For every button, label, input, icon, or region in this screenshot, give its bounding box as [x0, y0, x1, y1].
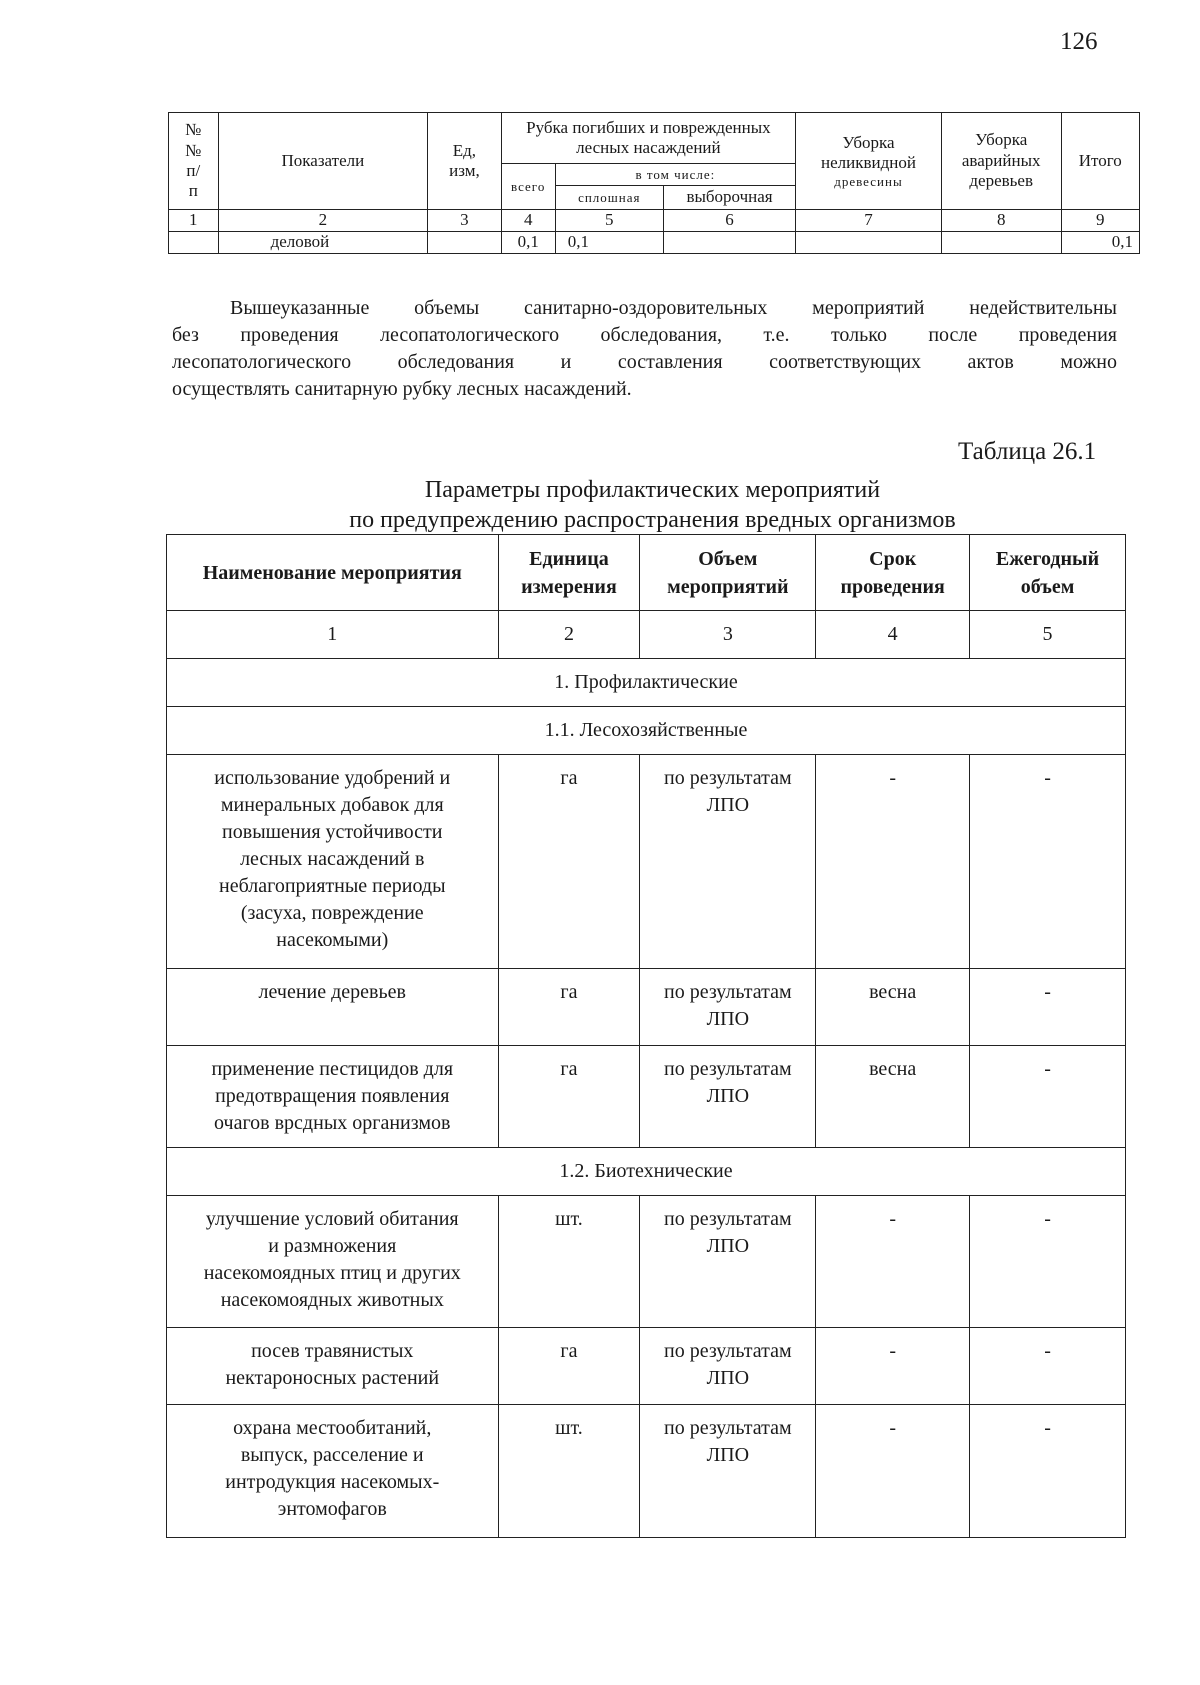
measure-term: весна [816, 969, 970, 1046]
header-annual: Ежегодный объем [970, 535, 1126, 611]
measure-volume: по результатам ЛПО [640, 969, 816, 1046]
measure-annual: - [970, 1405, 1126, 1538]
table-row [167, 969, 1126, 1046]
measure-unit: шт. [498, 1196, 640, 1328]
measure-name: лечение деревьев [167, 969, 499, 1046]
measure-term: - [816, 1196, 970, 1328]
measure-volume: по результатам ЛПО [640, 1328, 816, 1405]
column-numbers-row: 1 2 3 4 5 6 7 8 9 [169, 210, 1140, 232]
measure-volume: по результатам ЛПО [640, 1046, 816, 1148]
header-selective: выборочная [663, 186, 795, 210]
header-unit: Единица измерения [498, 535, 640, 611]
header-emergency: Уборка аварийных деревьев [941, 113, 1061, 210]
cell-total: 0,1 [1061, 232, 1139, 254]
measure-volume: по результатам ЛПО [640, 1405, 816, 1538]
table-row [167, 1328, 1126, 1405]
table-title-line-2: по предупреждению распространения вредных организмов [349, 507, 956, 533]
header-volume: Объем мероприятий [640, 535, 816, 611]
cell-all: 0,1 [501, 232, 555, 254]
measure-unit: га [498, 755, 640, 969]
table-label: Таблица 26.1 [958, 438, 1097, 465]
header-illiquid: Уборка неликвидной древесины [796, 113, 942, 210]
felling-volumes-table [168, 112, 1140, 254]
header-all: всего [501, 164, 555, 210]
header-measure-name: Наименование мероприятия [167, 535, 499, 611]
measure-annual: - [970, 1196, 1126, 1328]
measure-term: - [816, 1328, 970, 1405]
measure-annual: - [970, 1046, 1126, 1148]
measure-term: - [816, 755, 970, 969]
measure-annual: - [970, 755, 1126, 969]
measure-term: - [816, 1405, 970, 1538]
measure-annual: - [970, 1328, 1126, 1405]
header-clear: сплошная [555, 186, 663, 210]
measure-name: охрана местообитаний, выпуск, расселение и интродукция насекомых- энтомофагов [167, 1405, 499, 1538]
cell-clear: 0,1 [555, 232, 663, 254]
header-including: в том числе: [555, 164, 795, 186]
table-row [167, 755, 1126, 969]
prevention-measures-table [166, 534, 1126, 1538]
measure-name: использование удобрений и минеральных добавок для повышения устойчивости лесных насаждений в неблагоприятные периоды (засуха, повреждение насекомыми) [167, 755, 499, 969]
header-number: № № п/ п [169, 113, 219, 210]
measure-name: применение пестицидов для предотвращения появления очагов врсдных организмов [167, 1046, 499, 1148]
page-number: 126 [1060, 28, 1098, 55]
paragraph: Вышеуказанные объемы санитарно-оздоровительных мероприятий недействительны без проведения лесопатологического обследования, т.е. только после проведения лесопатологического обследования и составления соответствующих актов можно осуществлять санитарную рубку лесных насаждений. [172, 297, 1117, 400]
header-indicators: Показатели [218, 113, 428, 210]
header-term: Срок проведения [816, 535, 970, 611]
measure-annual: - [970, 969, 1126, 1046]
measure-unit: га [498, 969, 640, 1046]
measure-volume: по результатам ЛПО [640, 755, 816, 969]
table-row [167, 1405, 1126, 1538]
header-unit: Ед, изм, [428, 113, 502, 210]
section-heading: 1. Профилактические [167, 659, 1126, 707]
table-row [167, 1046, 1126, 1148]
measure-term: весна [816, 1046, 970, 1148]
row-label: деловой [218, 232, 428, 254]
header-total: Итого [1061, 113, 1139, 210]
column-numbers-row: 1 2 3 4 5 [167, 611, 1126, 659]
measure-unit: га [498, 1046, 640, 1148]
subsection-heading: 1.1. Лесохозяйственные [167, 707, 1126, 755]
subsection-heading: 1.2. Биотехнические [167, 1148, 1126, 1196]
measure-volume: по результатам ЛПО [640, 1196, 816, 1328]
table-row [169, 232, 1140, 254]
table-row [167, 1196, 1126, 1328]
measure-unit: га [498, 1328, 640, 1405]
header-felling: Рубка погибших и поврежденных лесных насаждений [501, 113, 795, 164]
measure-name: улучшение условий обитания и размножения насекомоядных птиц и других насекомоядных животных [167, 1196, 499, 1328]
measure-name: посев травянистых нектароносных растений [167, 1328, 499, 1405]
table-title-line-1: Параметры профилактических мероприятий [424, 477, 881, 503]
measure-unit: шт. [498, 1405, 640, 1538]
